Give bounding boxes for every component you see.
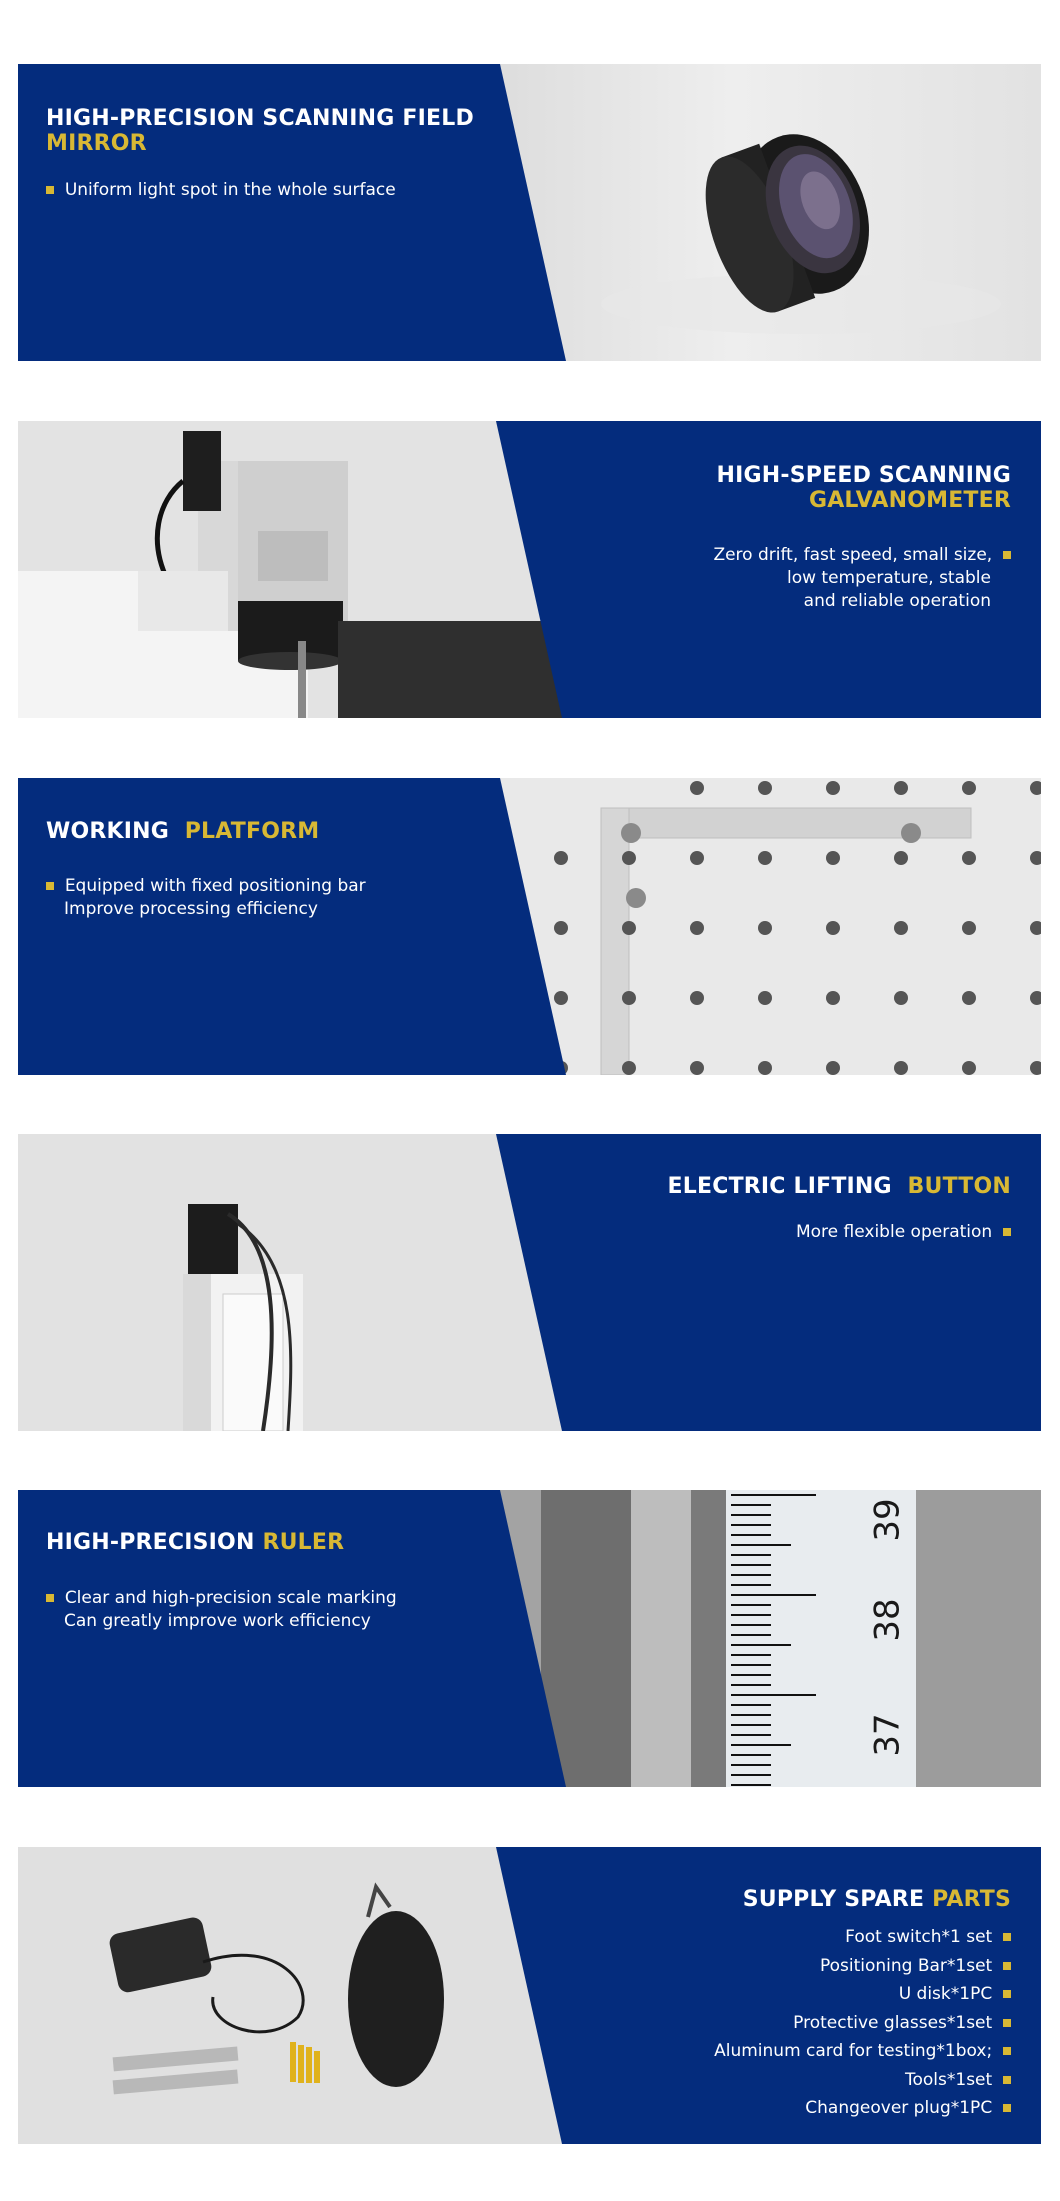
feature-item: Aluminum card for testing*1box; [714,2037,1011,2066]
platform-hole [962,921,976,935]
feature-panel-electric-lifting [18,1134,1041,1431]
ruler-number-39: 39 [867,1498,908,1542]
bullet-icon [1003,2047,1011,2055]
bullet-icon [46,882,54,890]
panel-title: ELECTRIC LIFTING BUTTON [667,1174,1011,1199]
platform-hole [962,991,976,1005]
field-lens-image [481,64,1041,361]
bullet-icon [46,1594,54,1602]
feature-item: Uniform light spot in the whole surface [46,179,396,202]
worktable-icon [481,778,1041,1075]
worktable-image [481,778,1041,1075]
feature-list [46,179,396,202]
platform-hole [826,851,840,865]
feature-panel-galvanometer [18,421,1041,718]
bullet-icon [1003,551,1011,559]
bullet-icon [1003,1933,1011,1941]
ruler-number-37: 37 [867,1713,908,1757]
feature-list [713,544,1011,613]
platform-hole [962,781,976,795]
feature-item: Positioning Bar*1set [714,1952,1011,1981]
panel-title: WORKING PLATFORM [46,819,320,844]
platform-hole [622,1061,636,1075]
platform-hole [690,781,704,795]
feature-item: low temperature, stable [786,568,991,588]
field-lens-icon [481,64,1041,361]
platform-hole [758,1061,772,1075]
platform-hole [690,921,704,935]
feature-panel-working-platform [18,778,1041,1075]
spare-parts-icon [18,1847,578,2144]
feature-item: and reliable operation [803,591,991,611]
bullet-icon [1003,2104,1011,2112]
feature-list [714,1923,1011,2123]
feature-item: Foot switch*1 set [714,1923,1011,1952]
feature-item: Improve processing efficiency [64,899,318,919]
ruler-image [481,1490,1041,1787]
bullet-icon [1003,1990,1011,1998]
platform-hole [690,851,704,865]
platform-hole [690,991,704,1005]
panel-title: HIGH-SPEED SCANNING GALVANOMETER [716,463,1011,513]
platform-hole [554,851,568,865]
platform-hole [894,921,908,935]
platform-hole [826,781,840,795]
platform-hole [758,851,772,865]
platform-hole [962,851,976,865]
platform-hole [622,991,636,1005]
platform-hole [962,1061,976,1075]
bullet-icon [1003,2019,1011,2027]
bullet-icon [1003,2076,1011,2084]
platform-hole [894,1061,908,1075]
ruler-closeup-icon [481,1490,1041,1787]
feature-item: Tools*1set [714,2066,1011,2095]
lifting-column-icon [18,1134,578,1431]
bullet-icon [1003,1962,1011,1970]
platform-hole [826,991,840,1005]
platform-hole [758,991,772,1005]
platform-hole [622,921,636,935]
feature-item: U disk*1PC [714,1980,1011,2009]
panel-title: SUPPLY SPARE PARTS [742,1887,1011,1912]
ruler-number-38: 38 [867,1598,908,1642]
galvanometer-head-icon [18,421,578,718]
galvanometer-image [18,421,578,718]
feature-list [46,875,366,921]
platform-hole [894,991,908,1005]
platform-hole [758,781,772,795]
feature-panel-ruler [18,1490,1041,1787]
platform-hole [554,921,568,935]
platform-hole [690,1061,704,1075]
panel-title: HIGH-PRECISION SCANNING FIELD MIRROR [46,106,474,156]
bullet-icon [46,186,54,194]
platform-hole [826,1061,840,1075]
feature-item: Protective glasses*1set [714,2009,1011,2038]
feature-item: Zero drift, fast speed, small size, [713,544,1011,567]
spare-parts-image [18,1847,578,2144]
feature-item: More flexible operation [796,1221,1011,1244]
lifting-column-image [18,1134,578,1431]
feature-panel-field-mirror [18,64,1041,361]
platform-hole [894,781,908,795]
feature-item: Equipped with fixed positioning bar [46,875,366,898]
bullet-icon [1003,1228,1011,1236]
feature-list [46,1587,397,1633]
platform-hole [894,851,908,865]
feature-item: Can greatly improve work efficiency [64,1611,371,1631]
platform-hole [554,991,568,1005]
feature-item: Clear and high-precision scale marking [46,1587,397,1610]
panel-title: HIGH-PRECISION RULER [46,1530,345,1555]
platform-hole [758,921,772,935]
platform-hole [622,851,636,865]
feature-list [796,1221,1011,1244]
feature-item: Changeover plug*1PC [714,2094,1011,2123]
feature-panel-spare-parts [18,1847,1041,2144]
platform-hole [826,921,840,935]
